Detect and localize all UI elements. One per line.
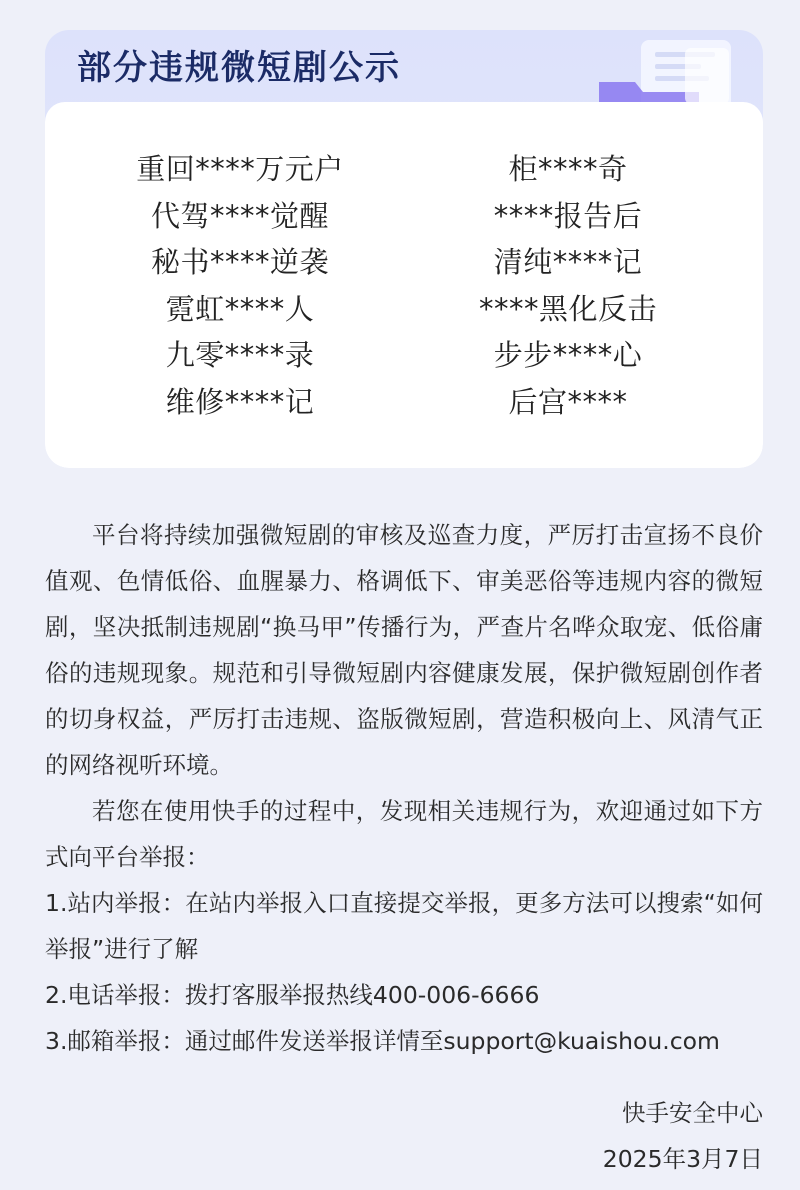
signature-date: 2025年3月7日: [602, 1145, 763, 1173]
drama-title: 秘书****逆袭: [150, 245, 329, 279]
title-column-right: [418, 146, 718, 425]
drama-title: 重回****万元户: [136, 152, 344, 186]
card-title: 部分违规微短剧公示: [77, 48, 401, 88]
report-method-email: 3.邮箱举报：通过邮件发送举报详情至support@kuaishou.com: [45, 1027, 720, 1055]
drama-title: 清纯****记: [493, 245, 643, 279]
announcement-body: [45, 512, 763, 1064]
drama-title: 柜****奇: [508, 152, 628, 186]
drama-title: 霓虹****人: [165, 291, 315, 326]
violation-list-card: [45, 30, 763, 468]
policy-paragraph: 平台将持续加强微短剧的审核及巡查力度，严厉打击宣扬不良价值观、色情低俗、血腥暴力、格调低下、审美恶俗等违规内容的微短剧，坚决抵制违规剧“换马甲”传播行为，严查片名哗众取宠、低俗庸俗的违规现象。规范和引导微短剧内容健康发展，保护微短剧创作者的切身权益，严厉打击违规、盗版微短剧，营造积极向上、风清气正的网络视听环境。: [45, 521, 763, 779]
report-method-in-app: 1.站内举报：在站内举报入口直接提交举报，更多方法可以搜索“如何举报”进行了解: [45, 889, 763, 963]
drama-title: ****黑化反击: [478, 291, 657, 326]
signature-block: [603, 1090, 763, 1182]
drama-title: 代驾****觉醒: [150, 198, 329, 233]
drama-title: 后宫****: [508, 384, 628, 419]
drama-title: 维修****记: [165, 384, 315, 419]
drama-title: ****报告后: [493, 198, 643, 233]
signature-org: 快手安全中心: [622, 1099, 763, 1127]
drama-title: 步步****心: [493, 338, 643, 372]
report-intro-paragraph: 若您在使用快手的过程中，发现相关违规行为，欢迎通过如下方式向平台举报：: [45, 797, 763, 871]
report-method-phone: 2.电话举报：拨打客服举报热线400-006-6666: [45, 981, 540, 1009]
drama-title: 九零****录: [165, 338, 315, 372]
title-column-left: [90, 146, 390, 425]
